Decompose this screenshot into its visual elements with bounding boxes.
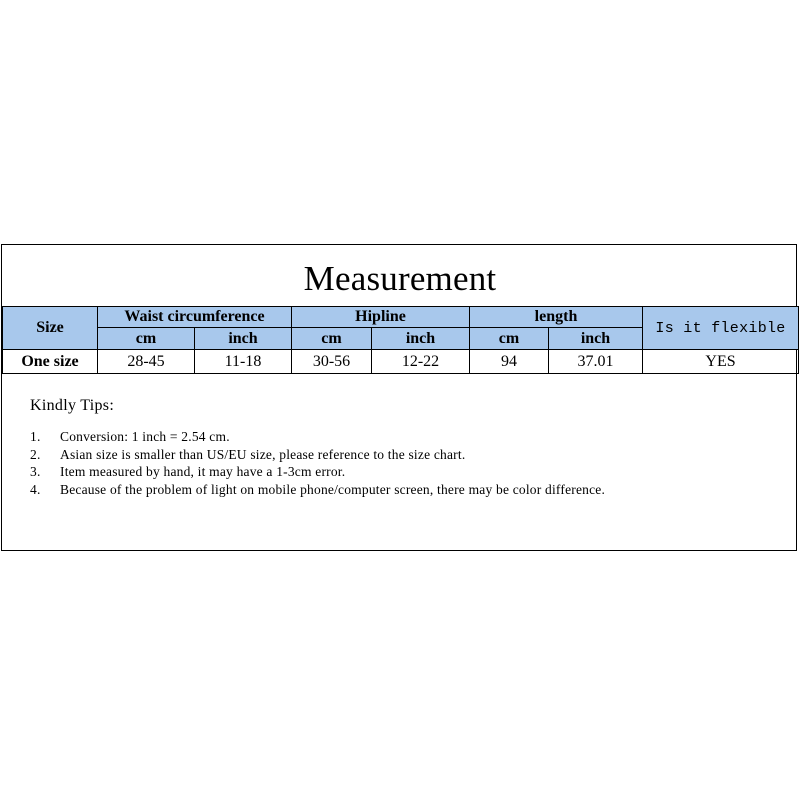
measurement-card [1, 244, 797, 551]
unit-cell: cm [98, 328, 195, 350]
tip-text: Item measured by hand, it may have a 1-3cm error. [60, 464, 346, 479]
length-inch-value: 37.01 [549, 350, 643, 374]
tip-text: Because of the problem of light on mobile phone/computer screen, there may be color difference. [60, 481, 606, 497]
hipline-inch-value: 12-22 [372, 350, 470, 374]
waist-inch-value: 11-18 [195, 350, 292, 374]
tip-number: 4. [30, 481, 41, 497]
hipline-cm-value: 30-56 [292, 350, 372, 374]
list-item [30, 481, 770, 499]
table-row [3, 350, 799, 374]
list-item [30, 446, 770, 464]
unit-cell: inch [549, 328, 643, 350]
hipline-header: Hipline [292, 307, 470, 328]
tip-text: Conversion: 1 inch = 2.54 cm. [60, 429, 230, 444]
flexible-header: Is it flexible [643, 307, 799, 350]
size-header: Size [3, 307, 98, 350]
tip-number: 1. [30, 429, 41, 444]
unit-cell: inch [195, 328, 292, 350]
waist-cm-value: 28-45 [98, 350, 195, 374]
tip-number: 3. [30, 464, 41, 479]
length-header: length [470, 307, 643, 328]
kindly-tips [30, 397, 770, 498]
unit-cell: inch [372, 328, 470, 350]
flexible-value: YES [643, 350, 799, 374]
unit-cell: cm [470, 328, 549, 350]
list-item [30, 463, 770, 481]
waist-header: Waist circumference [98, 307, 292, 328]
length-cm-value: 94 [470, 350, 549, 374]
tip-text: Asian size is smaller than US/EU size, please reference to the size chart. [60, 446, 466, 462]
table-header-row [3, 307, 799, 328]
size-value: One size [3, 350, 98, 374]
unit-cell: cm [292, 328, 372, 350]
page-title: Measurement [303, 259, 497, 298]
tips-title: Kindly Tips: [30, 397, 115, 414]
tip-number: 2. [30, 446, 41, 462]
list-item [30, 428, 770, 446]
size-chart-table [2, 306, 799, 374]
